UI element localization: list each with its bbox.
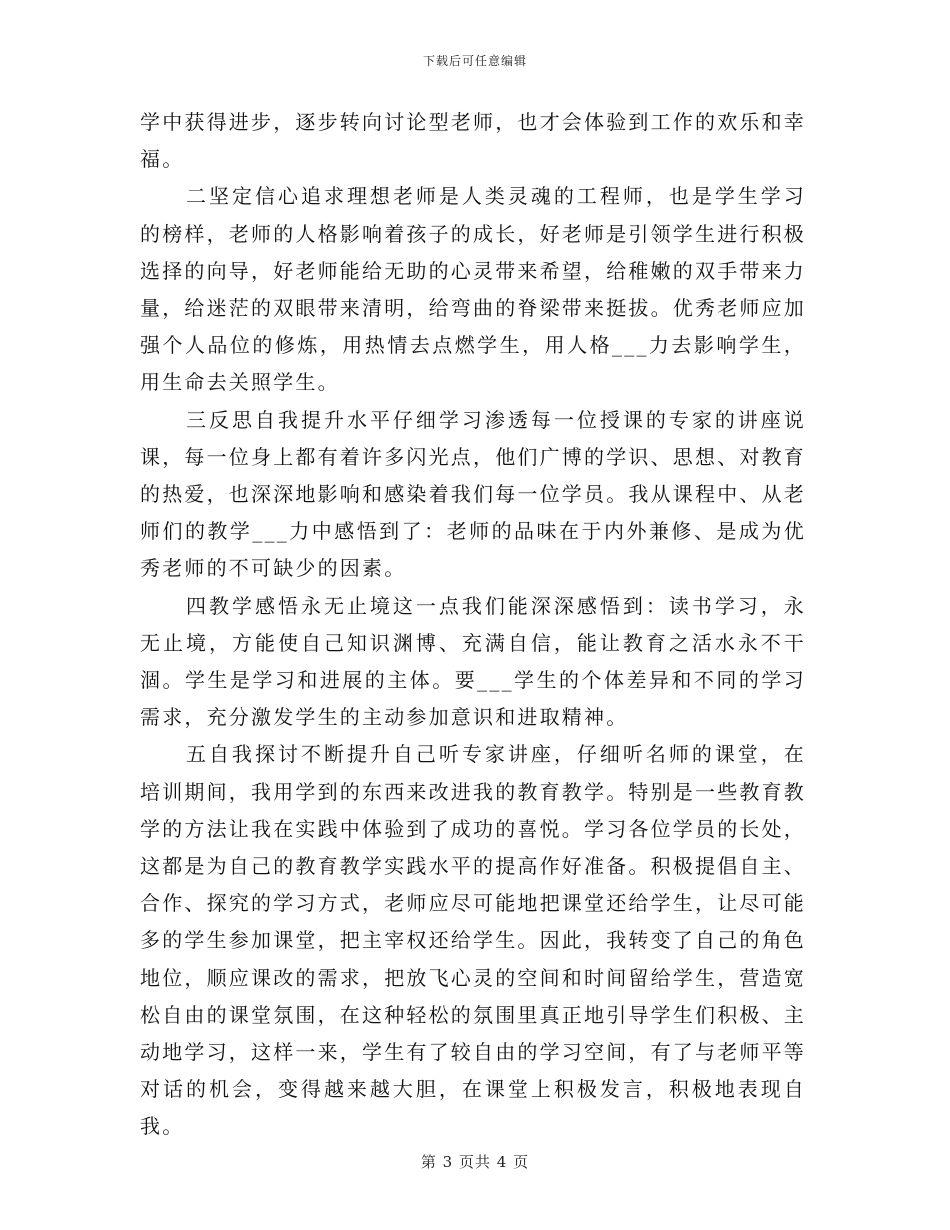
- paragraph-section-5: 五自我探讨不断提升自己听专家讲座，仔细听名师的课堂，在培训期间，我用学到的东西来改进我的教育教学。特别是一些教育教学的方法让我在实践中体验到了成功的喜悦。学习各位学员的长处，这都是为自己的教育教学实践水平的提高作好准备。积极提倡自主、合作、探究的学习方式，老师应尽可能地把课堂还给学生，让尽可能多的学生参加课堂，把主宰权还给学生。因此，我转变了自己的角色地位，顺应课改的需求，把放飞心灵的空间和时间留给学生，营造宽松自由的课堂氛围，在这种轻松的氛围里真正地引导学生们积极、主动地学习，这样一来，学生有了较自由的学习空间，有了与老师平等对话的机会，变得越来越大胆，在课堂上积极发言，积极地表现自我。: [140, 742, 806, 1139]
- paragraph-section-4: 四教学感悟永无止境这一点我们能深深感悟到：读书学习，永无止境，方能使自己知识渊博、充满自信，能让教育之活水永不干涸。学生是学习和进展的主体。要___学生的个体差异和不同的学习需求，充分激发学生的主动参加意识和进取精神。: [140, 593, 806, 730]
- paragraph-continuation: 学中获得进步，逐步转向讨论型老师，也才会体验到工作的欢乐和幸福。: [140, 110, 806, 172]
- page-header: 下载后可任意编辑: [422, 54, 527, 68]
- paragraph-section-2: 二坚定信心追求理想老师是人类灵魂的工程师，也是学生学习的榜样，老师的人格影响着孩子的成长，好老师是引领学生进行积极选择的向导，好老师能给无助的心灵带来希望，给稚嫩的双手带来力量，给迷茫的双眼带来清明，给弯曲的脊梁带来挺拔。优秀老师应加强个人品位的修炼，用热情去点燃学生，用人格___力去影响学生，用生命去关照学生。: [140, 184, 806, 395]
- document-body: [140, 104, 806, 1146]
- paragraph-section-3: 三反思自我提升水平仔细学习渗透每一位授课的专家的讲座说课，每一位身上都有着许多闪光点，他们广博的学识、思想、对教育的热爱，也深深地影响和感染着我们每一位学员。我从课程中、从老师们的教学___力中感悟到了：老师的品味在于内外兼修、是成为优秀老师的不可缺少的因素。: [140, 407, 806, 581]
- page-number: 第 3 页共 4 页: [420, 1153, 530, 1171]
